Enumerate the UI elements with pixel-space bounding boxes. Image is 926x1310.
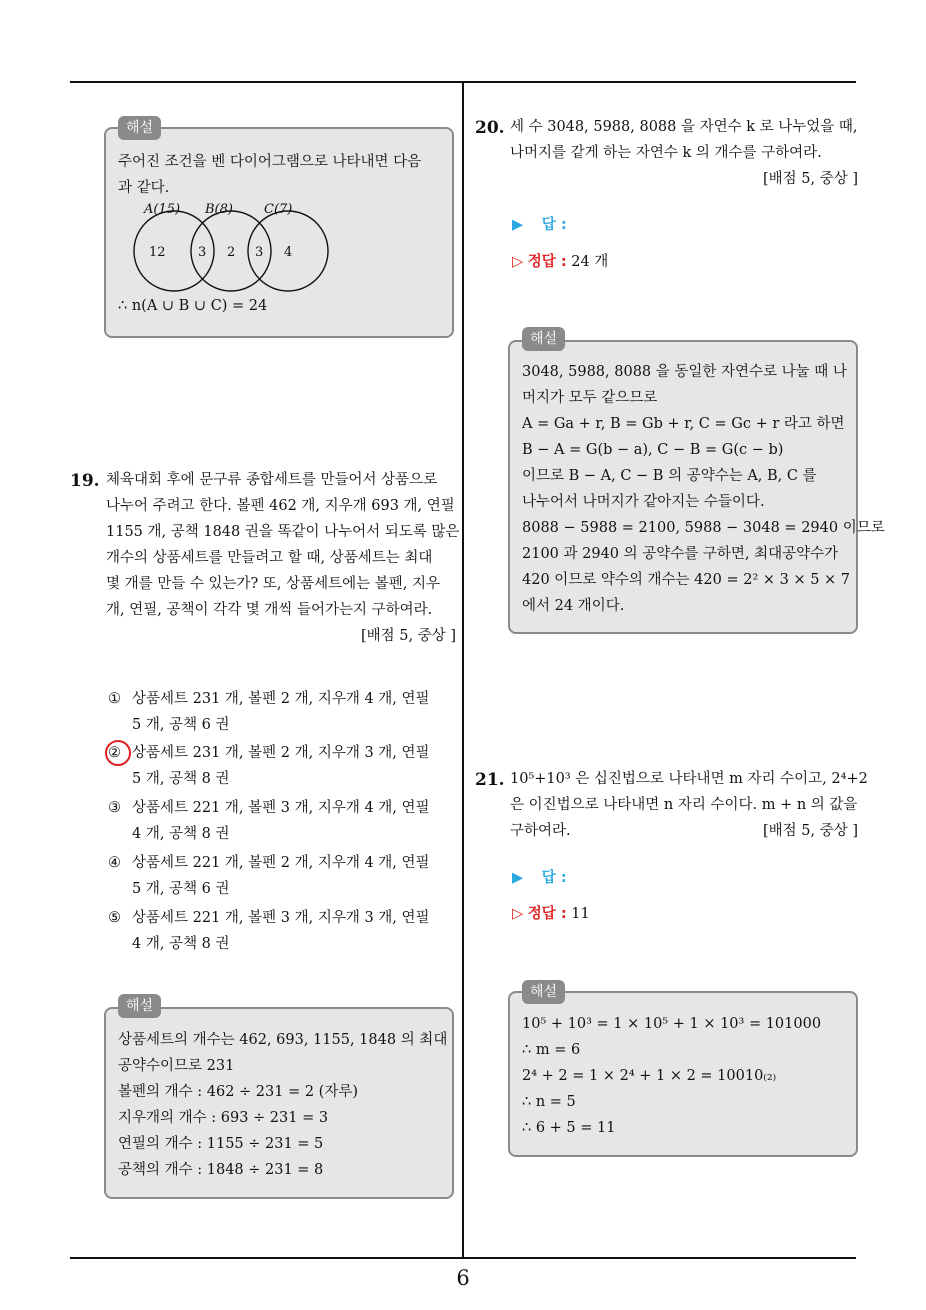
solution-20-line: 에서 24 개이다. — [522, 598, 625, 614]
choice-4-mark: ④ — [108, 855, 121, 871]
choice-1-mark: ① — [108, 691, 121, 707]
question-19-text — [106, 467, 460, 649]
question-20-correct-row — [512, 251, 608, 273]
choice-2-line-2: 5 개, 공책 8 권 — [132, 771, 230, 787]
solution-20-line: 나누어서 나머지가 같아지는 수들이다. — [522, 494, 765, 510]
solution-20-line: A = Ga + r, B = Gb + r, C = Gc + r 라고 하면 — [522, 416, 845, 432]
choice-5-line-2: 4 개, 공책 8 권 — [132, 936, 230, 952]
venn-region-c-only: 4 — [284, 245, 293, 260]
solution-21-tag: 해설 — [522, 980, 565, 1004]
choice-3-line-1: 상품세트 221 개, 볼펜 3 개, 지우개 4 개, 연필 — [132, 800, 430, 816]
venn-label-b: B(8) — [205, 202, 233, 217]
answer-label: 답 : — [541, 870, 567, 886]
page-number: 6 — [456, 1266, 470, 1290]
solution-20-line: 3048, 5988, 8088 을 동일한 자연수로 나눌 때 나 — [522, 364, 847, 380]
solution-19-line: 상품세트의 개수는 462, 693, 1155, 1848 의 최대 — [118, 1032, 448, 1048]
question-21-correct-row — [512, 903, 590, 925]
correct-value: 24 개 — [571, 254, 609, 270]
solution-20-line: 2100 과 2940 의 공약수를 구하면, 최대공약수가 — [522, 546, 839, 562]
solution-21-box — [508, 991, 858, 1157]
solution-18-line-2: 과 같다. — [118, 180, 170, 196]
venn-region-b-only: 2 — [227, 245, 236, 260]
choice-4-line-2: 5 개, 공책 6 권 — [132, 881, 230, 897]
correct-value: 11 — [571, 906, 590, 922]
question-21-answer-row — [512, 867, 567, 889]
answer-arrow-icon: ▶ — [512, 870, 524, 886]
choice-3-line-2: 4 개, 공책 8 권 — [132, 826, 230, 842]
venn-region-a-only: 12 — [149, 245, 166, 260]
venn-region-ab: 3 — [198, 245, 207, 260]
bottom-rule — [70, 1257, 856, 1259]
correct-arrow-icon: ▷ — [512, 254, 524, 270]
question-19-number: 19. — [70, 471, 100, 491]
solution-20-line: 이므로 B − A, C − B 의 공약수는 A, B, C 를 — [522, 468, 817, 484]
question-20-points: [배점 5, 중상 ] — [762, 171, 858, 187]
correct-arrow-icon: ▷ — [512, 906, 524, 922]
question-21-number: 21. — [475, 770, 505, 790]
question-19-line: 개수의 상품세트를 만들려고 할 때, 상품세트는 최대 — [106, 550, 433, 566]
question-20-number: 20. — [475, 118, 505, 138]
question-20-line: 세 수 3048, 5988, 8088 을 자연수 k 로 나누었을 때, — [510, 119, 858, 135]
solution-21-line: ∴ 6 + 5 = 11 — [522, 1120, 616, 1136]
question-19-line: 나누어 주려고 한다. 볼펜 462 개, 지우개 693 개, 연필 — [106, 498, 455, 514]
question-20-line: 나머지를 같게 하는 자연수 k 의 개수를 구하여라. — [510, 145, 822, 161]
choice-5[interactable] — [108, 905, 430, 957]
solution-19-line: 지우개의 개수 : 693 ÷ 231 = 3 — [118, 1110, 329, 1126]
correct-label: 정답 : — [527, 906, 567, 922]
choice-1[interactable] — [108, 686, 430, 738]
choice-2-mark: ② — [108, 745, 121, 761]
choice-1-line-2: 5 개, 공책 6 권 — [132, 717, 230, 733]
question-21-text — [510, 766, 868, 844]
choice-5-mark: ⑤ — [108, 910, 121, 926]
solution-19-line: 연필의 개수 : 1155 ÷ 231 = 5 — [118, 1136, 324, 1152]
choice-4-line-1: 상품세트 221 개, 볼펜 2 개, 지우개 4 개, 연필 — [132, 855, 430, 871]
solution-21-line: 10⁵ + 10³ = 1 × 10⁵ + 1 × 10³ = 101000 — [522, 1016, 822, 1032]
correct-label: 정답 : — [527, 254, 567, 270]
question-20-answer-row — [512, 214, 567, 236]
solution-18-result: ∴ n(A ∪ B ∪ C) = 24 — [118, 298, 268, 314]
solution-20-line: B − A = G(b − a), C − B = G(c − b) — [522, 442, 784, 458]
solution-18-box — [104, 127, 454, 338]
solution-20-tag: 해설 — [522, 327, 565, 351]
solution-21-line: ∴ n = 5 — [522, 1094, 576, 1110]
question-19-points: [배점 5, 중상 ] — [360, 628, 456, 644]
solution-19-line: 볼펜의 개수 : 462 ÷ 231 = 2 (자루) — [118, 1084, 358, 1100]
choice-3[interactable] — [108, 795, 430, 847]
choice-2-line-1: 상품세트 231 개, 볼펜 2 개, 지우개 3 개, 연필 — [132, 745, 430, 761]
venn-region-bc: 3 — [255, 245, 264, 260]
answer-arrow-icon: ▶ — [512, 217, 524, 233]
solution-20-box — [508, 340, 885, 634]
solution-18-line-1: 주어진 조건을 벤 다이어그램으로 나타내면 다음 — [118, 154, 422, 170]
solution-19-line: 공약수이므로 231 — [118, 1058, 235, 1074]
solution-20-line: 420 이므로 약수의 개수는 420 = 2² × 3 × 5 × 7 — [522, 572, 851, 588]
question-21-line: 10⁵+10³ 은 십진법으로 나타내면 m 자리 수이고, 2⁴+2 — [510, 771, 868, 787]
choice-3-mark: ③ — [108, 800, 121, 816]
question-21-points: [배점 5, 중상 ] — [762, 823, 858, 839]
venn-label-c: C(7) — [264, 202, 293, 217]
solution-20-line: 8088 − 5988 = 2100, 5988 − 3048 = 2940 이므로 — [522, 520, 885, 536]
question-19-line: 1155 개, 공책 1848 권을 똑같이 나누어서 되도록 많은 — [106, 524, 460, 540]
choice-2[interactable] — [108, 740, 430, 792]
question-19-line: 체육대회 후에 문구류 종합세트를 만들어서 상품으로 — [106, 472, 438, 488]
choice-1-line-1: 상품세트 231 개, 볼펜 2 개, 지우개 4 개, 연필 — [132, 691, 430, 707]
solution-19-box — [104, 1007, 454, 1199]
choice-4[interactable] — [108, 850, 430, 902]
solution-19-tag: 해설 — [118, 994, 161, 1018]
question-19-line: 몇 개를 만들 수 있는가? 또, 상품세트에는 볼펜, 지우 — [106, 576, 441, 592]
question-21-line: 은 이진법으로 나타내면 n 자리 수이다. m + n 의 값을 — [510, 797, 858, 813]
solution-20-line: 머지가 모두 같으므로 — [522, 390, 658, 406]
question-21-line: 구하여라. — [510, 823, 571, 839]
solution-21-line: ∴ m = 6 — [522, 1042, 581, 1058]
column-divider — [462, 82, 464, 1258]
solution-18-tag: 해설 — [118, 116, 161, 140]
answer-label: 답 : — [541, 217, 567, 233]
question-20-text — [510, 114, 858, 192]
solution-19-line: 공책의 개수 : 1848 ÷ 231 = 8 — [118, 1162, 324, 1178]
choice-5-line-1: 상품세트 221 개, 볼펜 3 개, 지우개 3 개, 연필 — [132, 910, 430, 926]
question-19-line: 개, 연필, 공책이 각각 몇 개씩 들어가는지 구하여라. — [106, 602, 433, 618]
solution-21-line: 2⁴ + 2 = 1 × 2⁴ + 1 × 2 = 10010₍₂₎ — [522, 1068, 777, 1084]
venn-label-a: A(15) — [144, 202, 181, 217]
